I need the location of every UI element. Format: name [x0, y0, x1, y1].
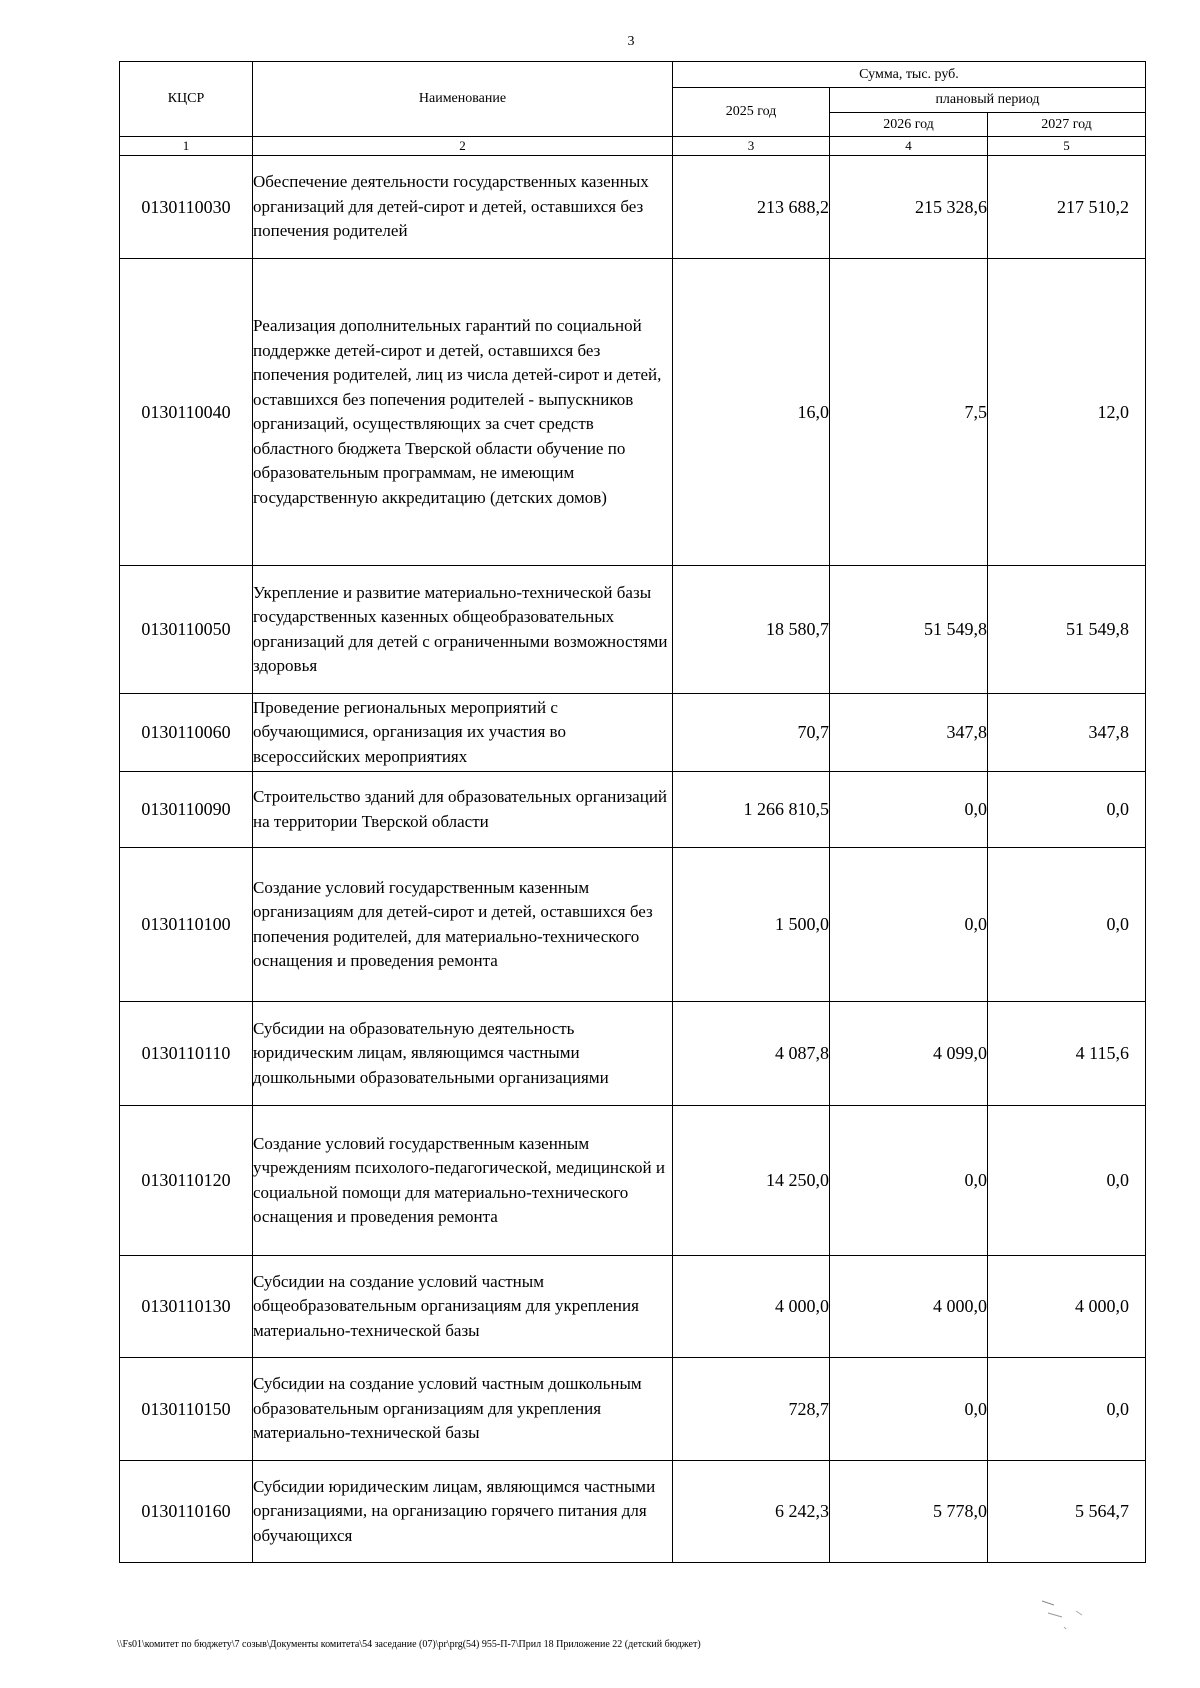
- column-number: 5: [988, 137, 1146, 156]
- row-name: Проведение региональных мероприятий с обучающимися, организация их участия во всероссийских мероприятиях: [253, 694, 673, 772]
- table-row: [120, 1106, 1146, 1256]
- row-amount-2026: 0,0: [830, 1358, 988, 1461]
- row-amount-2027: 347,8: [988, 694, 1146, 772]
- table-row: [120, 156, 1146, 259]
- header-name: Наименование: [253, 62, 673, 137]
- table-row: [120, 772, 1146, 848]
- table-row: [120, 1461, 1146, 1563]
- row-name: Создание условий государственным казенным учреждениям психолого-педагогической, медицинской и социальной помощи для материально-технического оснащения и проведения ремонта: [253, 1106, 673, 1256]
- header-year-2025: 2025 год: [673, 88, 830, 137]
- row-name: Обеспечение деятельности государственных казенных организаций для детей-сирот и детей, оставшихся без попечения родителей: [253, 156, 673, 259]
- row-amount-2025: 6 242,3: [673, 1461, 830, 1563]
- row-name: Субсидии на создание условий частным общеобразовательным организациям для укрепления материально-технической базы: [253, 1256, 673, 1358]
- scan-artifact-mark: [1040, 1597, 1090, 1637]
- row-amount-2025: 16,0: [673, 259, 830, 566]
- row-amount-2025: 4 087,8: [673, 1002, 830, 1106]
- budget-table: [119, 61, 1146, 1563]
- row-amount-2027: 0,0: [988, 772, 1146, 848]
- row-code: 0130110160: [120, 1461, 253, 1563]
- row-name: Строительство зданий для образовательных организаций на территории Тверской области: [253, 772, 673, 848]
- row-code: 0130110150: [120, 1358, 253, 1461]
- row-code: 0130110130: [120, 1256, 253, 1358]
- row-amount-2026: 7,5: [830, 259, 988, 566]
- row-amount-2025: 1 500,0: [673, 848, 830, 1002]
- row-amount-2026: 0,0: [830, 772, 988, 848]
- row-amount-2025: 4 000,0: [673, 1256, 830, 1358]
- header-planned-period: плановый период: [830, 88, 1146, 113]
- row-amount-2027: 4 000,0: [988, 1256, 1146, 1358]
- column-number: 1: [120, 137, 253, 156]
- row-name: Реализация дополнительных гарантий по социальной поддержке детей-сирот и детей, оставшихся без попечения родителей, лиц из числа детей-сирот и детей, оставшихся без попечения родителей - выпускников организаций, осуществляющих за счет средств областного бюджета Тверской области обучение по образовательным программам, не имеющим государственную аккредитацию (детских домов): [253, 259, 673, 566]
- column-number: 3: [673, 137, 830, 156]
- row-amount-2027: 51 549,8: [988, 566, 1146, 694]
- row-amount-2026: 215 328,6: [830, 156, 988, 259]
- table-row: [120, 566, 1146, 694]
- row-amount-2026: 5 778,0: [830, 1461, 988, 1563]
- row-amount-2027: 4 115,6: [988, 1002, 1146, 1106]
- row-name: Субсидии на образовательную деятельность юридическим лицам, являющимся частными дошкольными образовательными организациями: [253, 1002, 673, 1106]
- row-amount-2027: 12,0: [988, 259, 1146, 566]
- row-amount-2025: 14 250,0: [673, 1106, 830, 1256]
- header-code: КЦСР: [120, 62, 253, 137]
- row-code: 0130110040: [120, 259, 253, 566]
- row-name: Создание условий государственным казенным организациям для детей-сирот и детей, оставшихся без попечения родителей, для материально-технического оснащения и проведения ремонта: [253, 848, 673, 1002]
- column-number: 4: [830, 137, 988, 156]
- column-number-row: [120, 137, 1146, 156]
- row-code: 0130110110: [120, 1002, 253, 1106]
- footer-file-path: \\Fs01\комитет по бюджету\7 созыв\Документы комитета\54 заседание (07)\pr\prg(54) 955-П-7\Прил 18 Приложение 22 (детский бюджет): [117, 1639, 701, 1650]
- row-name: Субсидии на создание условий частным дошкольным образовательным организациям для укрепления материально-технической базы: [253, 1358, 673, 1461]
- column-number: 2: [253, 137, 673, 156]
- table-row: [120, 1256, 1146, 1358]
- row-amount-2027: 5 564,7: [988, 1461, 1146, 1563]
- row-amount-2026: 0,0: [830, 848, 988, 1002]
- row-code: 0130110100: [120, 848, 253, 1002]
- row-amount-2025: 213 688,2: [673, 156, 830, 259]
- row-name: Укрепление и развитие материально-технической базы государственных казенных общеобразовательных организаций для детей с ограниченными возможностями здоровья: [253, 566, 673, 694]
- table-row: [120, 1358, 1146, 1461]
- row-amount-2027: 0,0: [988, 848, 1146, 1002]
- row-amount-2026: 51 549,8: [830, 566, 988, 694]
- table-row: [120, 848, 1146, 1002]
- header-year-2026: 2026 год: [830, 113, 988, 137]
- row-amount-2027: 217 510,2: [988, 156, 1146, 259]
- row-amount-2027: 0,0: [988, 1358, 1146, 1461]
- table-row: [120, 259, 1146, 566]
- table-row: [120, 694, 1146, 772]
- table-row: [120, 1002, 1146, 1106]
- header-year-2027: 2027 год: [988, 113, 1146, 137]
- row-amount-2027: 0,0: [988, 1106, 1146, 1256]
- page-number: 3: [627, 34, 635, 49]
- row-amount-2025: 1 266 810,5: [673, 772, 830, 848]
- row-code: 0130110120: [120, 1106, 253, 1256]
- row-amount-2026: 4 000,0: [830, 1256, 988, 1358]
- row-amount-2025: 70,7: [673, 694, 830, 772]
- row-amount-2026: 0,0: [830, 1106, 988, 1256]
- row-code: 0130110090: [120, 772, 253, 848]
- row-amount-2025: 728,7: [673, 1358, 830, 1461]
- row-code: 0130110050: [120, 566, 253, 694]
- row-amount-2025: 18 580,7: [673, 566, 830, 694]
- row-code: 0130110030: [120, 156, 253, 259]
- row-name: Субсидии юридическим лицам, являющимся частными организациями, на организацию горячего питания для обучающихся: [253, 1461, 673, 1563]
- row-code: 0130110060: [120, 694, 253, 772]
- row-amount-2026: 347,8: [830, 694, 988, 772]
- header-amount-group: Сумма, тыс. руб.: [673, 62, 1146, 88]
- row-amount-2026: 4 099,0: [830, 1002, 988, 1106]
